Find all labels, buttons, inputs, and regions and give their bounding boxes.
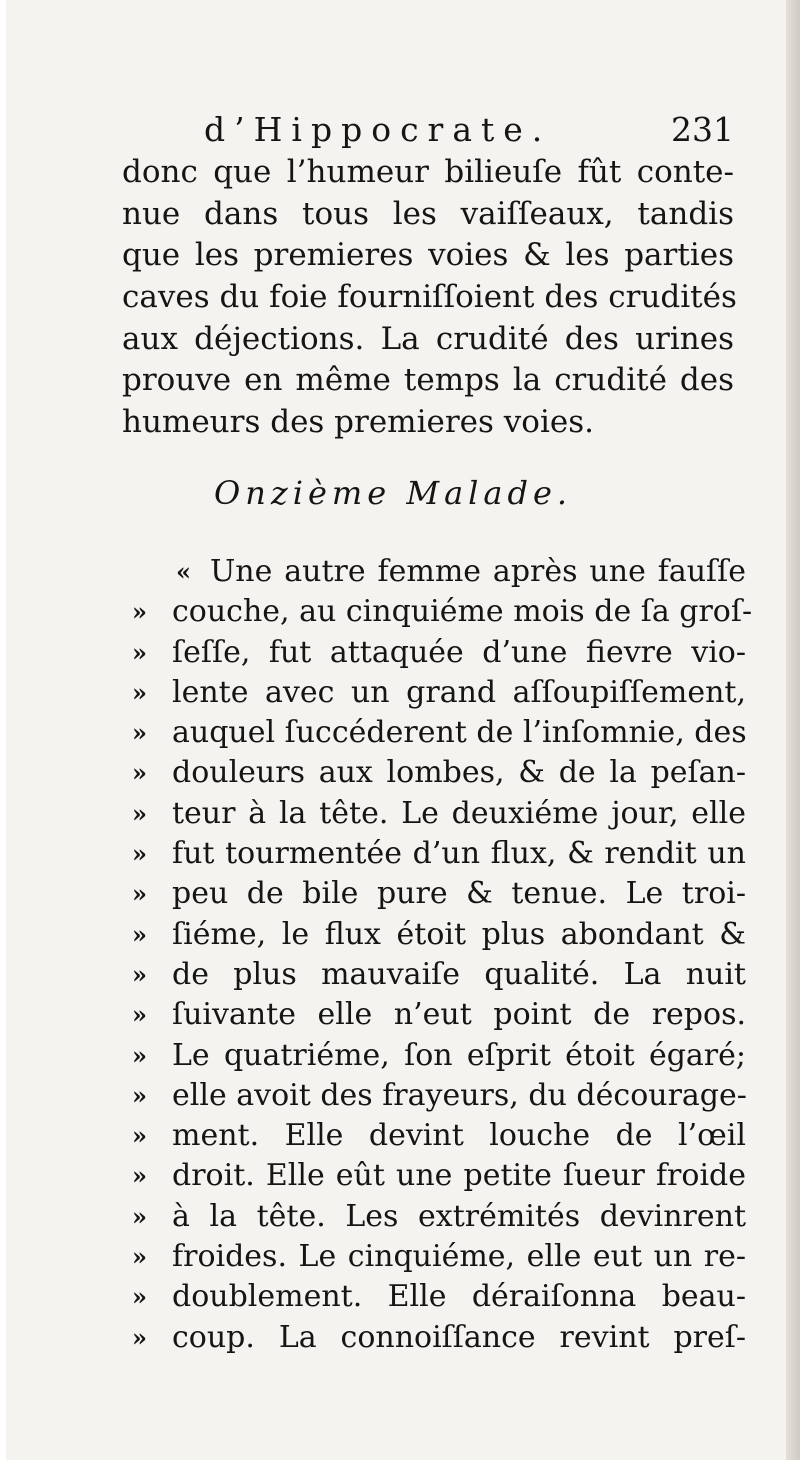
quote-mark: » — [132, 1322, 147, 1352]
quote-line-text: teur à la tête. Le deuxiéme jour, elle — [172, 795, 746, 831]
quote-line-text: ſiéme, le flux étoit plus abondant & — [172, 916, 746, 952]
quote-mark: » — [132, 1121, 147, 1151]
quote-line — [132, 1237, 746, 1277]
quote-line — [132, 1116, 746, 1156]
quote-mark: » — [132, 839, 147, 869]
quote-line-text: couche, au cinquiéme mois de ſa groſ- — [172, 594, 753, 630]
quote-line-text: froides. Le cinquiéme, elle eut un re- — [172, 1239, 746, 1275]
page-number: 231 — [671, 110, 734, 149]
intro-paragraph — [122, 152, 737, 444]
quote-line — [132, 1318, 746, 1358]
quote-line — [132, 1277, 746, 1317]
quote-line-text: peu de bile pure & tenue. Le troi- — [172, 876, 746, 912]
quote-line — [132, 1076, 746, 1116]
quote-line-text: douleurs aux lombes, & de la peſan- — [172, 755, 746, 791]
quote-line-text: doublement. Elle déraiſonna beau- — [172, 1279, 746, 1315]
text-line: humeurs des premieres voies. — [122, 404, 594, 441]
quote-mark: » — [132, 959, 147, 989]
quote-mark: » — [132, 677, 147, 707]
quote-line-text: ſuivante elle n’eut point de repos. — [172, 997, 746, 1033]
quote-mark: » — [132, 1282, 147, 1312]
text-line: aux déjections. La crudité des urines — [122, 320, 734, 357]
quote-line-text: elle avoit des frayeurs, du décourage- — [172, 1077, 747, 1113]
quote-mark: » — [132, 1040, 147, 1070]
quote-line-text: Le quatriéme, ſon eſprit étoit égaré; — [172, 1037, 746, 1073]
quote-line — [132, 1197, 746, 1237]
quote-line — [132, 1036, 746, 1076]
quote-line — [132, 874, 746, 914]
quote-line — [132, 1156, 746, 1196]
quote-line — [132, 794, 746, 834]
quote-line-text: fut tourmentée d’un flux, & rendit un — [172, 836, 746, 872]
quote-mark: » — [132, 1000, 147, 1030]
quote-mark: » — [132, 1242, 147, 1272]
quote-line — [132, 713, 746, 753]
text-line: caves du foie fourniſſoient des crudités — [122, 279, 737, 316]
quote-line — [132, 552, 746, 592]
quote-line — [132, 915, 746, 955]
text-line: prouve en même temps la crudité des — [122, 362, 734, 399]
quote-mark: » — [132, 1161, 147, 1191]
quote-line-text: Une autre femme après une fauſſe — [210, 554, 746, 589]
quote-line-text: droit. Elle eût une petite ſueur froide — [172, 1158, 746, 1194]
text-line: donc que l’humeur bilieuſe fût conte- — [122, 154, 734, 190]
quote-mark: » — [132, 919, 147, 949]
quote-mark: » — [132, 758, 147, 788]
quote-line — [132, 995, 746, 1035]
quote-mark: « — [176, 557, 191, 586]
quote-line-text: coup. La connoiſſance revint preſ- — [172, 1319, 746, 1355]
quote-line-text: ſeſſe, fut attaquée d’une fievre vio- — [172, 634, 746, 670]
quote-line — [132, 834, 746, 874]
quote-mark: » — [132, 637, 147, 667]
page-edge-shadow — [786, 0, 800, 1460]
quote-mark: » — [132, 1201, 147, 1231]
quote-line — [132, 753, 746, 793]
quote-mark: » — [132, 879, 147, 909]
quote-line-text: ment. Elle devint louche de l’œil — [172, 1118, 746, 1154]
quote-mark: » — [132, 1080, 147, 1110]
quote-line — [132, 673, 746, 713]
quote-line-text: lente avec un grand aſſoupiſſement, — [172, 674, 746, 710]
quote-line-text: de plus mauvaiſe qualité. La nuit — [172, 956, 746, 992]
quote-mark: » — [132, 597, 147, 627]
section-heading: Onzième Malade. — [214, 474, 573, 512]
quote-line-text: auquel ſuccéderent de l’inſomnie, des — [172, 715, 747, 751]
text-line: nue dans tous les vaiſſeaux, tandis — [122, 195, 734, 232]
text-line: que les premieres voies & les parties — [122, 237, 734, 274]
quote-line — [132, 592, 753, 632]
quote-mark: » — [132, 798, 147, 828]
quote-line — [132, 955, 746, 995]
quoted-case-text — [132, 552, 753, 1358]
quote-line — [132, 633, 746, 673]
running-header — [204, 108, 734, 152]
quote-line-text: à la tête. Les extrémités devinrent — [172, 1198, 746, 1234]
quote-mark: » — [132, 718, 147, 748]
running-title: d’Hippocrate. — [204, 110, 552, 149]
